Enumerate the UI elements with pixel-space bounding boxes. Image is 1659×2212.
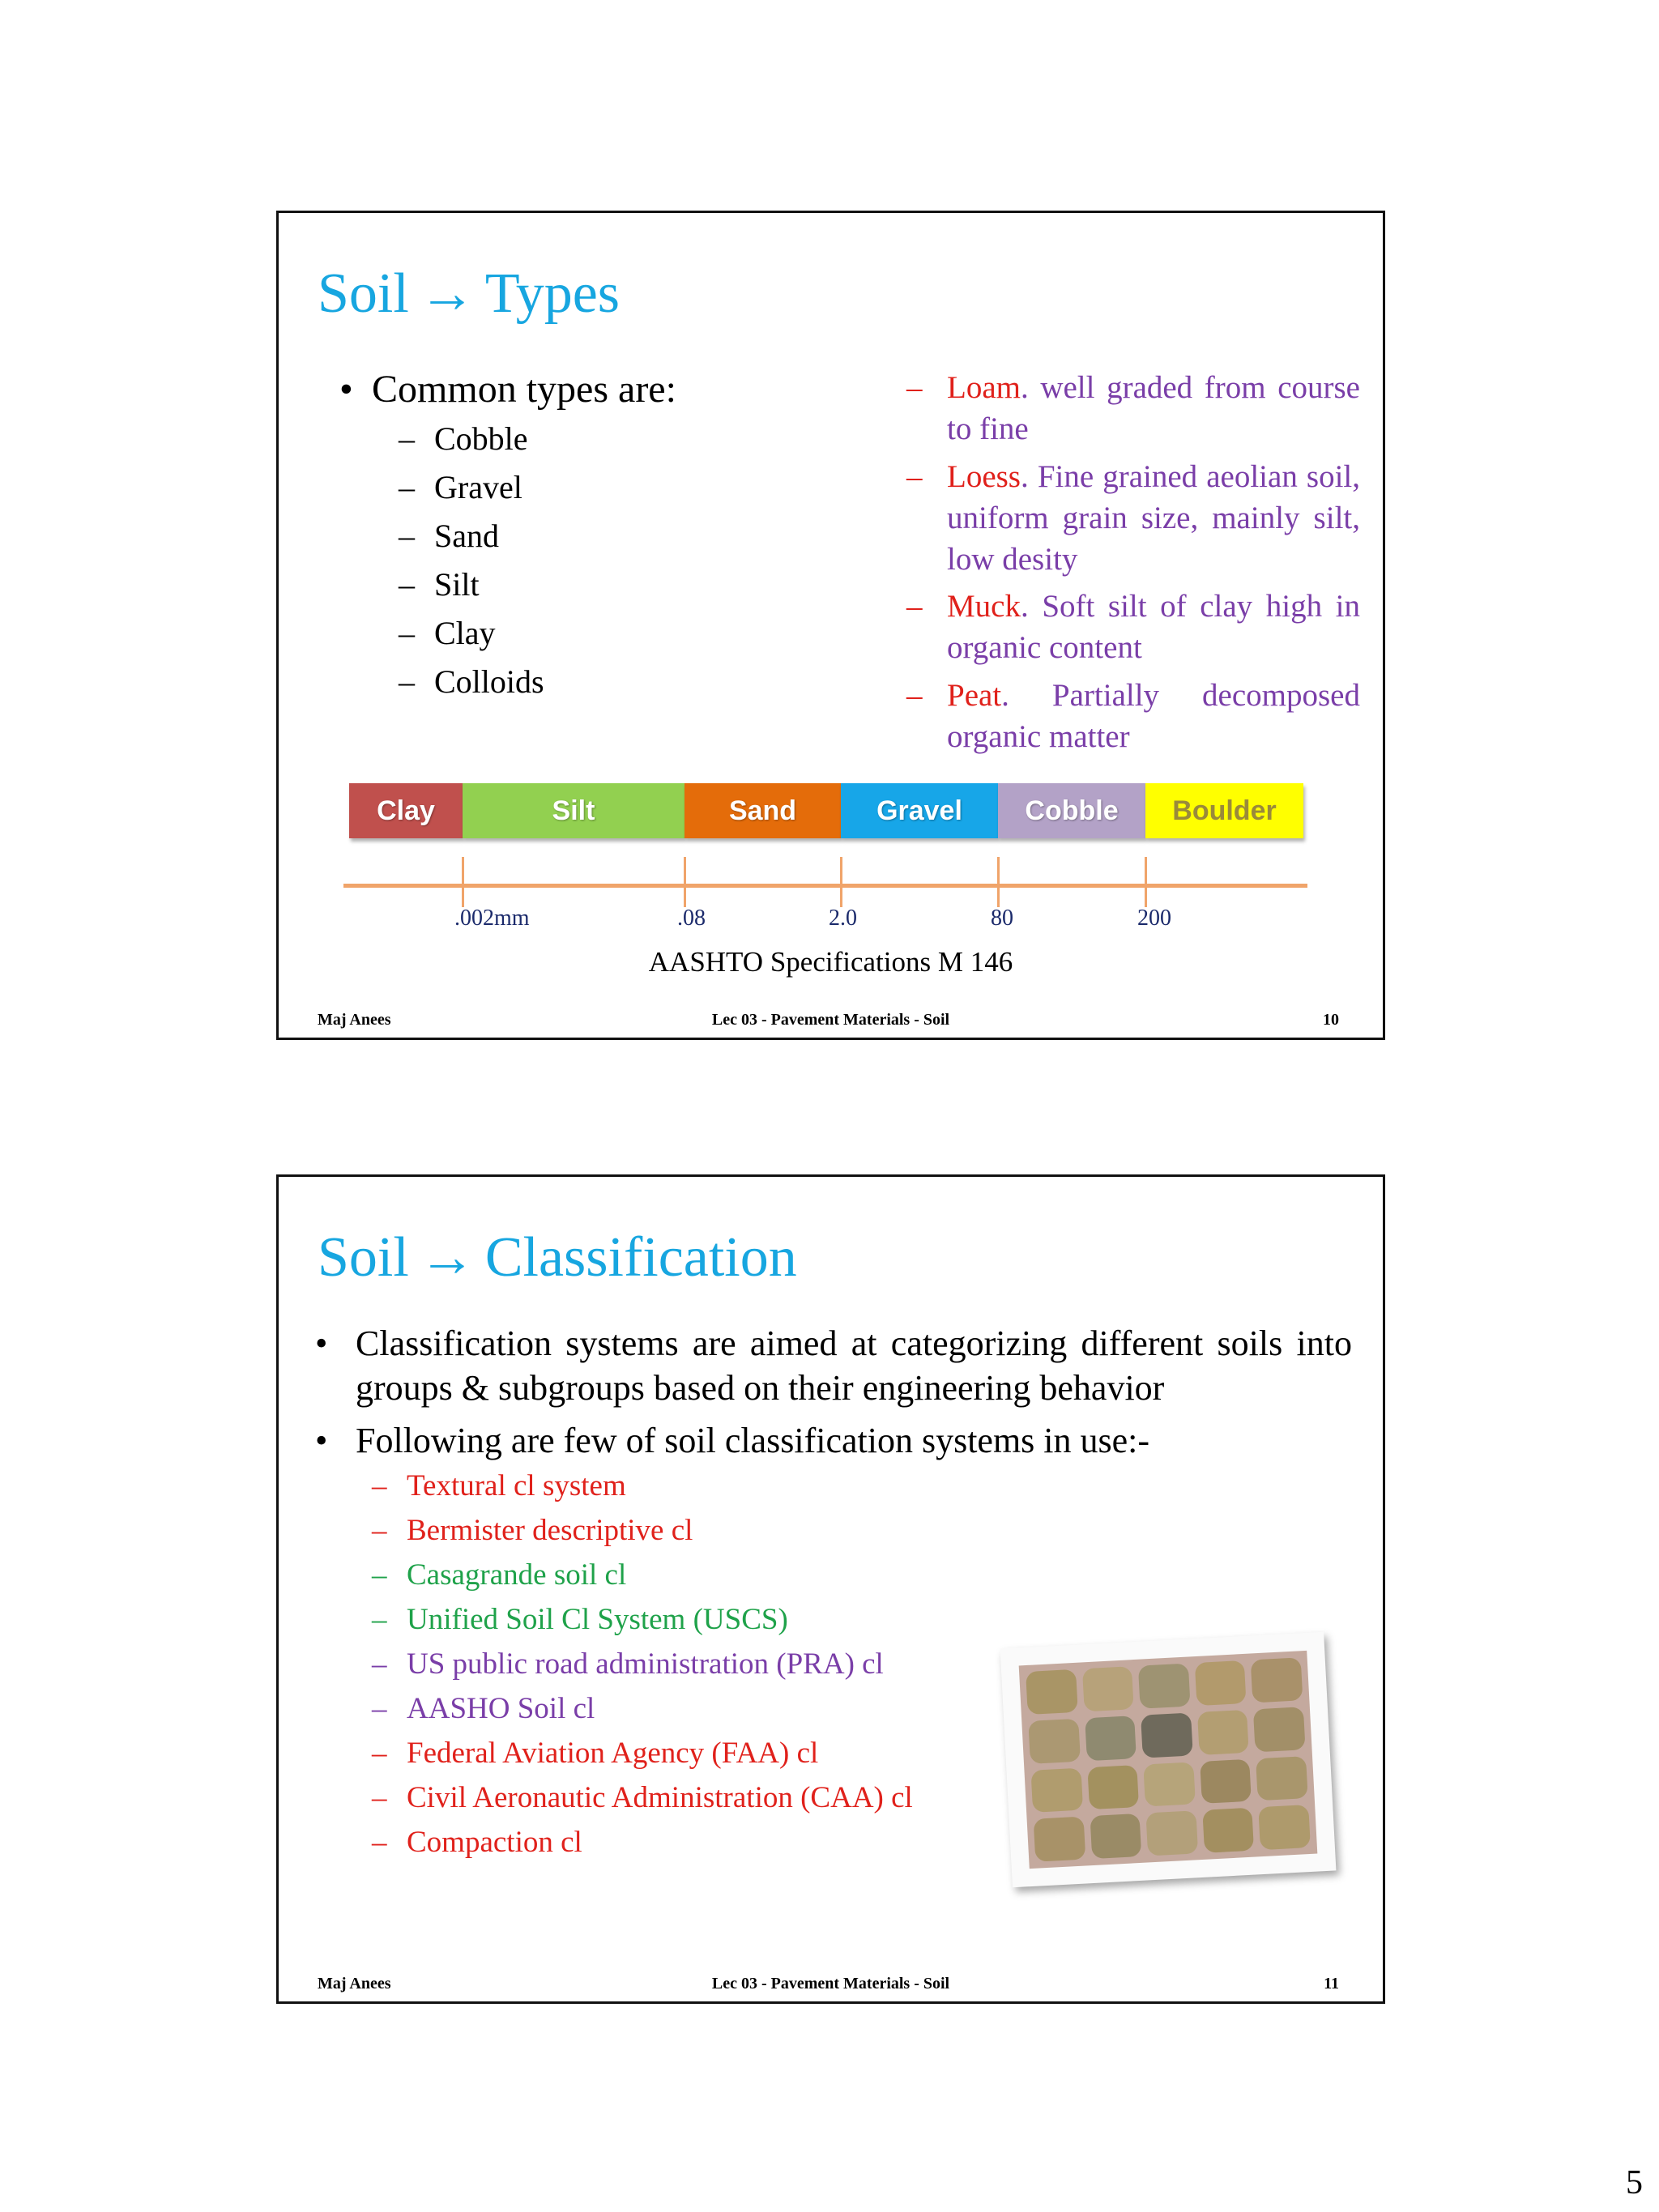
list-item-text: Sand — [434, 518, 499, 554]
bullet-text: Common types are: — [372, 368, 676, 411]
definition-text: . Fine grained aeolian soil, uniform grain size, mainly silt, low desity — [947, 459, 1360, 577]
grain-bar-boulder: Boulder — [1145, 783, 1303, 838]
list-item-text: US public road administration (PRA) cl — [407, 1647, 884, 1681]
tick-label: 80 — [991, 906, 1013, 931]
axis-tick — [462, 857, 464, 907]
list-item — [399, 420, 528, 458]
slide-title — [318, 1225, 797, 1290]
bullet-text: Following are few of soil classification systems in use:- — [356, 1421, 1150, 1460]
definition-peat — [906, 675, 1360, 757]
dash-marker: – — [399, 469, 415, 505]
slide-title — [318, 262, 620, 326]
definition-text: . well graded from course to fine — [947, 370, 1360, 446]
tick-label: 200 — [1137, 906, 1171, 931]
title-suffix: Classification — [484, 1226, 797, 1289]
footer-course: Lec 03 - Pavement Materials - Soil — [711, 1011, 950, 1029]
list-item-text: Gravel — [434, 469, 522, 505]
dash-marker: – — [399, 566, 415, 603]
footer-author: Maj Anees — [318, 1975, 391, 1993]
axis-tick — [684, 857, 686, 907]
title-prefix: Soil — [318, 262, 409, 325]
dash-marker: – — [906, 370, 923, 405]
definition-keyword: Muck — [947, 589, 1021, 624]
list-item-text: Silt — [434, 566, 480, 603]
list-item-text: Compaction cl — [407, 1826, 582, 1859]
list-item-text: Colloids — [434, 663, 544, 700]
bullet-marker: • — [315, 1323, 328, 1363]
title-prefix: Soil — [318, 1226, 409, 1289]
grain-bar-silt: Silt — [463, 783, 684, 838]
list-item — [372, 1780, 913, 1815]
bullet-common-types — [339, 367, 676, 411]
bullet-classification-purpose — [315, 1321, 1352, 1410]
dash-marker: – — [906, 459, 923, 494]
tick-label: .08 — [677, 906, 706, 931]
dash-marker: – — [399, 518, 415, 554]
dash-marker: – — [372, 1781, 387, 1814]
footer-slide-number: 11 — [1324, 1975, 1339, 1993]
list-item-text: Bermister descriptive cl — [407, 1514, 693, 1547]
arrow-right-icon: → — [418, 262, 476, 325]
dash-marker: – — [372, 1558, 387, 1592]
dash-marker: – — [372, 1514, 387, 1547]
list-item — [372, 1602, 788, 1637]
list-item-text: Civil Aeronautic Administration (CAA) cl — [407, 1781, 913, 1814]
dash-marker: – — [372, 1603, 387, 1636]
list-item-text: Federal Aviation Agency (FAA) cl — [407, 1737, 819, 1770]
list-item — [399, 517, 499, 555]
list-item-text: Clay — [434, 615, 496, 651]
dash-marker: – — [399, 420, 415, 457]
definition-keyword: Peat — [947, 678, 1002, 713]
footer-author: Maj Anees — [318, 1011, 391, 1029]
tick-label: .002mm — [454, 906, 530, 931]
arrow-right-icon: → — [418, 1226, 476, 1289]
definition-muck — [906, 586, 1360, 668]
grain-bar-sand: Sand — [684, 783, 841, 838]
definition-loam — [906, 367, 1360, 450]
footer-course: Lec 03 - Pavement Materials - Soil — [711, 1975, 950, 1993]
dash-marker: – — [372, 1737, 387, 1770]
grain-bar-cobble: Cobble — [998, 783, 1145, 838]
definition-keyword: Loam — [947, 370, 1021, 405]
dash-marker: – — [906, 678, 923, 713]
dash-marker: – — [906, 589, 923, 624]
slide-soil-classification — [276, 1174, 1385, 2004]
list-item — [372, 1825, 582, 1860]
slide-soil-types — [276, 211, 1385, 1040]
list-item — [399, 565, 480, 603]
list-item-text: Cobble — [434, 420, 528, 457]
bullet-text: Classification systems are aimed at categorizing different soils into groups & subgroups based on their engineering behavior — [356, 1323, 1352, 1408]
list-item-text: Unified Soil Cl System (USCS) — [407, 1603, 788, 1636]
dash-marker: – — [372, 1692, 387, 1725]
page-number: 5 — [1626, 2164, 1643, 2201]
dash-marker: – — [399, 615, 415, 651]
dash-marker: – — [372, 1826, 387, 1859]
list-item-text: AASHO Soil cl — [407, 1692, 595, 1725]
list-item — [372, 1513, 693, 1548]
axis-tick — [1145, 857, 1147, 907]
spec-caption: AASHTO Specifications M 146 — [648, 946, 1013, 978]
list-item — [372, 1736, 818, 1771]
bullet-marker: • — [339, 368, 353, 411]
dash-marker: – — [372, 1647, 387, 1681]
definition-text: . Soft silt of clay high in organic content — [947, 589, 1360, 665]
definition-text: . Partially decomposed organic matter — [947, 678, 1360, 754]
grain-size-axis — [343, 884, 1307, 888]
list-item — [372, 1691, 595, 1726]
title-suffix: Types — [484, 262, 621, 325]
list-item-text: Casagrande soil cl — [407, 1558, 627, 1592]
list-item-text: Textural cl system — [407, 1469, 626, 1502]
footer-slide-number: 10 — [1323, 1011, 1339, 1029]
tick-label: 2.0 — [829, 906, 857, 931]
bullet-marker: • — [315, 1421, 328, 1460]
definition-keyword: Loess — [947, 459, 1021, 494]
axis-tick — [840, 857, 842, 907]
dash-marker: – — [372, 1469, 387, 1502]
list-item — [372, 1468, 626, 1503]
axis-tick — [997, 857, 1000, 907]
soil-samples-grid — [1019, 1651, 1318, 1869]
list-item — [399, 468, 522, 506]
list-item — [399, 663, 544, 701]
bullet-systems-in-use — [315, 1418, 1352, 1463]
list-item — [399, 614, 496, 652]
grain-bar-gravel: Gravel — [841, 783, 998, 838]
list-item — [372, 1647, 884, 1681]
definition-loess — [906, 456, 1360, 580]
grain-bar-clay: Clay — [349, 783, 463, 838]
soil-samples-photo — [1000, 1632, 1337, 1888]
dash-marker: – — [399, 663, 415, 700]
list-item — [372, 1558, 626, 1592]
